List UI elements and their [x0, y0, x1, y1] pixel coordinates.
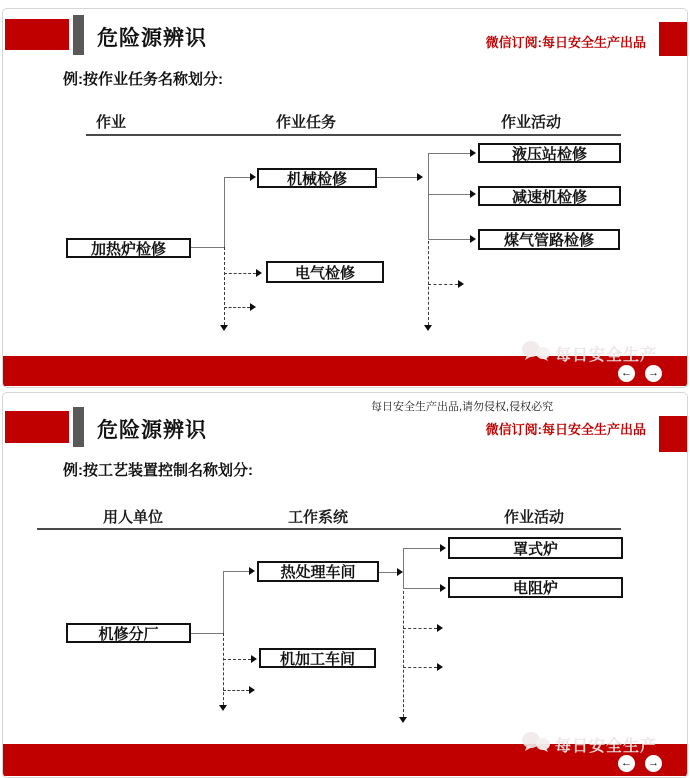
slide-1 [2, 8, 688, 388]
watermark-text: 每日安全生产 [555, 738, 658, 755]
copyright-notice: 每日安全生产出品,请勿侵权,侵权必究 [371, 401, 554, 413]
flow-box-level3a: 罩式炉 [448, 537, 623, 559]
flow-box-level1: 机修分厂 [66, 623, 191, 643]
arrowhead [437, 663, 443, 671]
arrowhead [251, 655, 257, 663]
connector-line [403, 588, 440, 589]
connector-line [223, 571, 249, 572]
dashed-connector-line [223, 690, 249, 691]
dashed-connector-line [403, 591, 404, 717]
arrowhead [470, 190, 476, 198]
column-header-1: 作业 [95, 114, 126, 131]
flow-box-level2a: 机械检修 [257, 168, 377, 188]
connector-line [191, 633, 223, 634]
flow-box-level3b: 电阻炉 [448, 577, 623, 598]
dashed-connector-line [428, 241, 429, 325]
connector-line [377, 177, 417, 178]
connector-line [379, 572, 397, 573]
dashed-connector-line [428, 284, 458, 285]
flow-box-level3b: 减速机检修 [478, 186, 621, 206]
example-caption: 例:按作业任务名称划分: [63, 71, 223, 88]
page-title: 危险源辨识 [97, 419, 207, 442]
wechat-subscribe-text: 微信订阅:每日安全生产出品 [485, 35, 646, 50]
header-red-square [659, 22, 687, 56]
dashed-connector-line [403, 667, 437, 668]
chat-bubbles-icon [521, 340, 551, 367]
arrowhead [250, 303, 256, 311]
dashed-connector-line [224, 247, 225, 325]
dashed-connector-line [223, 633, 224, 705]
arrowhead [249, 686, 255, 694]
connector-line [403, 548, 440, 549]
dashed-connector-line [224, 307, 250, 308]
dashed-connector-line [223, 659, 251, 660]
arrowhead-down [399, 717, 407, 723]
nav-prev-button[interactable]: ← [618, 755, 635, 772]
column-underline [86, 134, 621, 136]
column-header-3: 作业活动 [500, 114, 561, 131]
arrowhead [440, 544, 446, 552]
flow-box-level2b: 机加工车间 [259, 648, 376, 668]
watermark [521, 340, 657, 367]
flow-box-level3a: 液压站检修 [478, 143, 621, 163]
nav-next-button[interactable]: → [645, 365, 662, 382]
slide-2 [2, 392, 688, 778]
header-red-block [5, 411, 69, 443]
page-title: 危险源辨识 [97, 27, 207, 50]
nav-prev-button[interactable]: ← [618, 365, 635, 382]
connector-line [224, 177, 225, 247]
nav-next-button[interactable]: → [645, 755, 662, 772]
connector-line [223, 571, 224, 633]
arrowhead [470, 235, 476, 243]
arrowhead-down [220, 325, 228, 331]
column-underline [37, 528, 621, 530]
connector-line [428, 153, 470, 154]
flow-box-level2b: 电气检修 [266, 261, 384, 283]
example-caption: 例:按工艺装置控制名称划分: [63, 462, 253, 479]
chat-bubbles-icon [521, 731, 551, 758]
column-header-3: 作业活动 [503, 509, 564, 526]
connector-line [403, 548, 404, 588]
column-header-1: 用人单位 [102, 509, 163, 526]
watermark-text: 每日安全生产 [555, 347, 658, 364]
connector-line [428, 194, 470, 195]
column-header-2: 工作系统 [287, 509, 348, 526]
flow-box-level1: 加热炉检修 [66, 238, 191, 258]
flow-box-level3c: 煤气管路检修 [478, 229, 620, 250]
connector-line [191, 247, 224, 248]
arrowhead-down [219, 705, 227, 711]
connector-line [428, 153, 429, 239]
flow-box-level2a: 热处理车间 [257, 561, 379, 582]
header-accent-bar [73, 407, 84, 447]
connector-line [428, 239, 470, 240]
arrowhead [470, 149, 476, 157]
watermark [521, 731, 657, 758]
wechat-subscribe-text: 微信订阅:每日安全生产出品 [485, 422, 646, 437]
column-header-2: 作业任务 [275, 114, 336, 131]
arrowhead [249, 567, 255, 575]
connector-line [224, 177, 250, 178]
arrowhead [256, 269, 262, 277]
dashed-connector-line [224, 273, 256, 274]
arrowhead [437, 624, 443, 632]
arrowhead-down [424, 325, 432, 331]
arrowhead [440, 584, 446, 592]
header-red-block [5, 19, 69, 50]
arrowhead [250, 173, 256, 181]
header-accent-bar [73, 15, 84, 55]
header-red-square [659, 416, 687, 452]
arrowhead [458, 280, 464, 288]
arrowhead [417, 173, 423, 181]
dashed-connector-line [403, 628, 437, 629]
